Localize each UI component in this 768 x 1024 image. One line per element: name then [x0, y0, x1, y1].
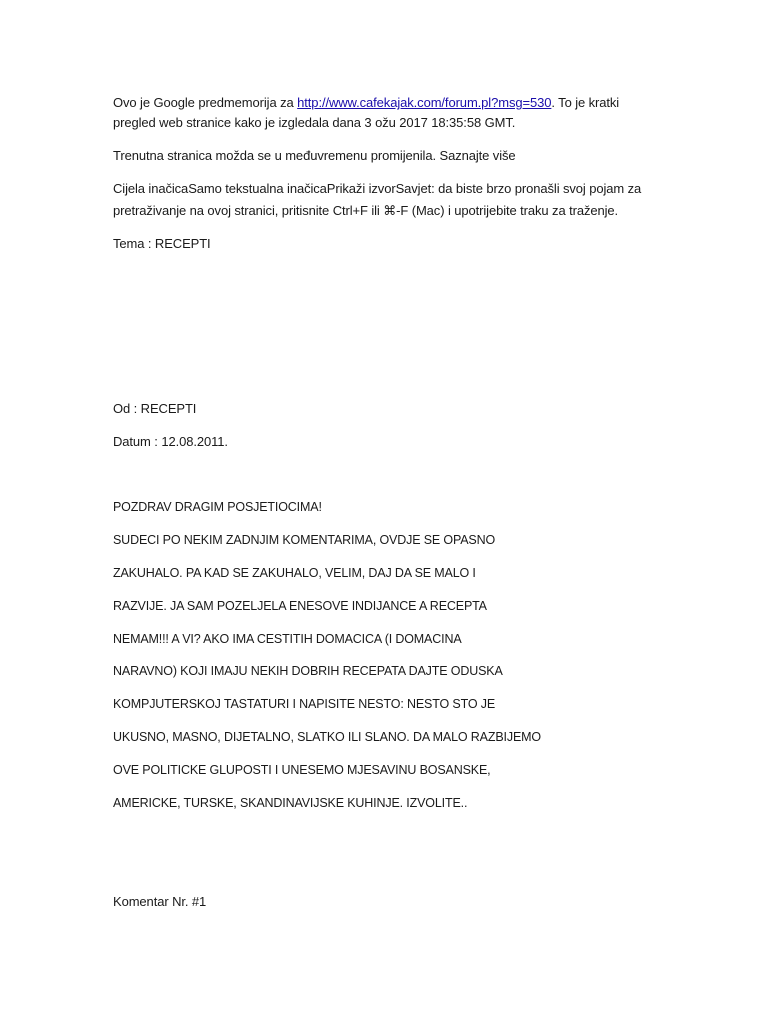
post-body-line: AMERICKE, TURSKE, SKANDINAVIJSKE KUHINJE. IZVOLITE.. — [113, 796, 468, 810]
cache-tip-line-1: Cijela inačicaSamo tekstualna inačicaPrikaži izvorSavjet: da biste brzo pronašli svoj pojam za — [113, 181, 642, 196]
comment-heading: Komentar Nr. #1 — [113, 894, 207, 909]
cache-notice-line-1 — [113, 92, 619, 114]
page-changed-notice: Trenutna stranica možda se u međuvremenu promijenila. Saznajte više — [113, 148, 516, 163]
post-date: Datum : 12.08.2011. — [113, 434, 228, 449]
cache-notice-prefix: Ovo je Google predmemorija za — [113, 95, 298, 110]
post-body-line: OVE POLITICKE GLUPOSTI I UNESEMO MJESAVINU BOSANSKE, — [113, 763, 491, 777]
topic-title: Tema : RECEPTI — [113, 236, 211, 251]
post-body-line: ZAKUHALO. PA KAD SE ZAKUHALO, VELIM, DAJ DA SE MALO I — [113, 566, 476, 580]
post-body-line: SUDECI PO NEKIM ZADNJIM KOMENTARIMA, OVDJE SE OPASNO — [113, 533, 496, 547]
post-body-line: KOMPJUTERSKOJ TASTATURI I NAPISITE NESTO: NESTO STO JE — [113, 697, 496, 711]
post-body-line: RAZVIJE. JA SAM POZELJELA ENESOVE INDIJANCE A RECEPTA — [113, 599, 487, 613]
cache-notice-line-2: pregled web stranice kako je izgledala dana 3 ožu 2017 18:35:58 GMT. — [113, 115, 516, 130]
post-body-line: NARAVNO) KOJI IMAJU NEKIH DOBRIH RECEPATA DAJTE ODUSKA — [113, 664, 503, 678]
cache-tip-line-2: pretraživanje na ovoj stranici, pritisnite Ctrl+F ili ⌘-F (Mac) i upotrijebite traku za traženje. — [113, 203, 619, 218]
post-body-line: POZDRAV DRAGIM POSJETIOCIMA! — [113, 500, 322, 514]
cache-notice-suffix: . To je kratki — [551, 95, 620, 110]
post-body-line: UKUSNO, MASNO, DIJETALNO, SLATKO ILI SLANO. DA MALO RAZBIJEMO — [113, 730, 541, 744]
post-body-line: NEMAM!!! A VI? AKO IMA CESTITIH DOMACICA (I DOMACINA — [113, 632, 462, 646]
post-author: Od : RECEPTI — [113, 401, 197, 416]
cached-url-link[interactable]: http://www.cafekajak.com/forum.pl?msg=530 — [297, 95, 552, 110]
